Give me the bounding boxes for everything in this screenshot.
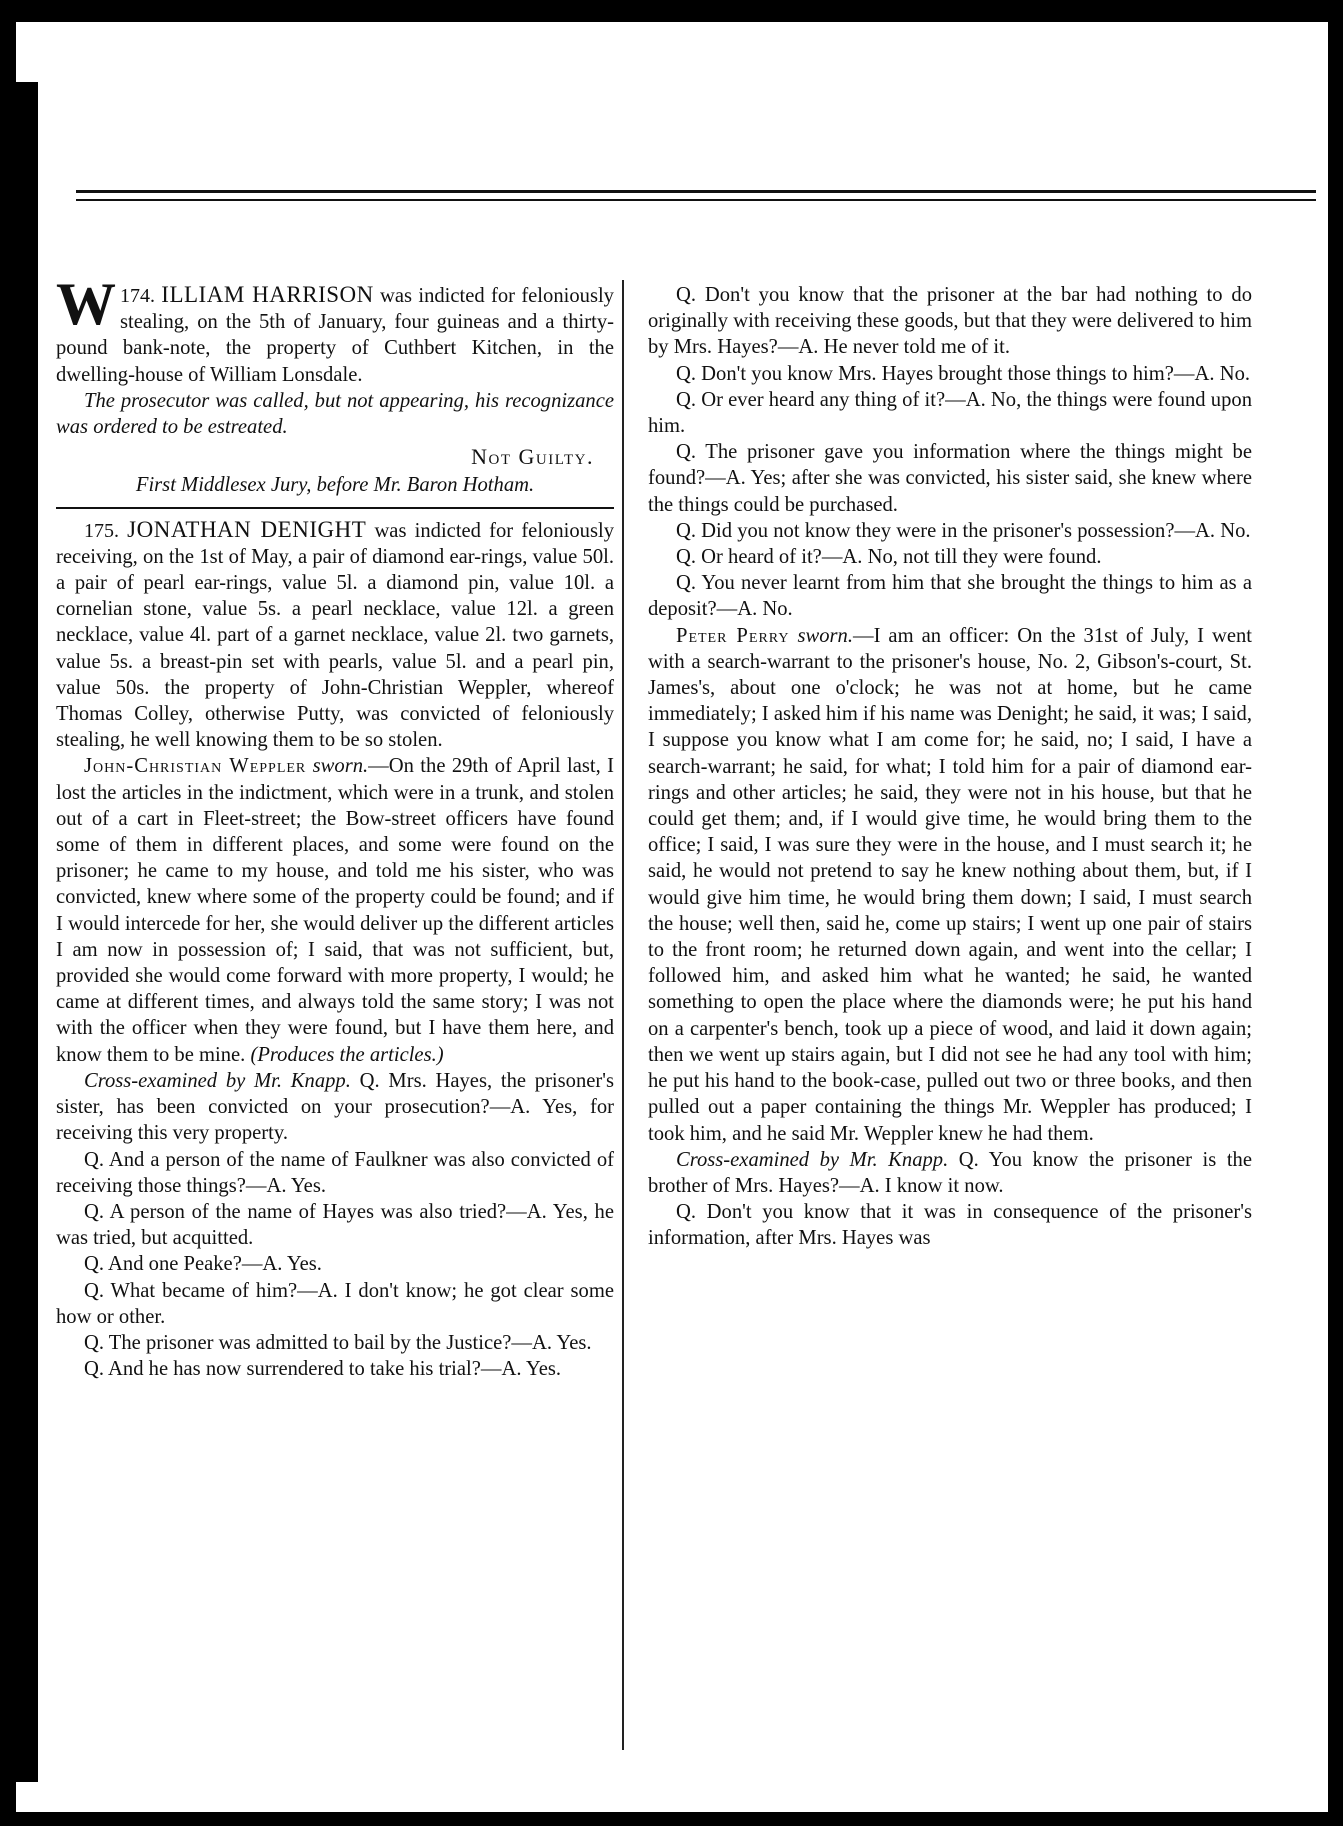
column-divider xyxy=(622,280,624,1750)
stage-note: (Produces the articles.) xyxy=(250,1043,444,1066)
qa-paragraph: Q. And a person of the name of Faulkner was also convicted of receiving those things?—A. Yes. xyxy=(56,1148,614,1197)
qa-paragraph: Q. You never learnt from him that she brought the things to him as a deposit?—A. No. xyxy=(648,572,1252,621)
sworn-label: sworn. xyxy=(312,755,369,778)
right-column xyxy=(648,282,1252,1252)
witness-name: Peter Perry xyxy=(676,624,790,647)
qa-paragraph: Q. And one Peake?—A. Yes. xyxy=(84,1253,322,1276)
case-174-heading xyxy=(56,271,614,388)
testimony: —On the 29th of April last, I lost the articles in the indictment, which were in a trunk, and stolen out of a cart in Fleet-street; the Bow-street officers have found some of them in different places, and some were found on the prisoner; he came to my house, and told me his sister, who was convicted, knew where some of the property could be found; and if I would intercede for her, she would deliver up the different articles I am now in possession of; I said, that was not sufficient, but, provided she would come forward with more property, I would; he came at different times, and always told the same story; I was not with the officer when they were found, but I have them here, and know them to be mine. xyxy=(56,755,614,1066)
cross-label: Cross-examined by Mr. Knapp. xyxy=(84,1069,351,1092)
qa-paragraph: Q. Don't you know that the prisoner at the bar had nothing to do originally with receiving these goods, but that they were delivered to him by Mrs. Hayes?—A. He never told me of it. xyxy=(648,284,1252,359)
drop-initial: W xyxy=(56,271,116,337)
witness-weppler xyxy=(56,753,614,1067)
qa-paragraph: Q. Did you not know they were in the prisoner's possession?—A. No. xyxy=(676,519,1251,542)
prosecutor-note: The prosecutor was called, but not appearing, his recognizance was ordered to be estreated. xyxy=(56,389,614,439)
case-175-heading xyxy=(56,517,614,754)
document-page xyxy=(16,22,1328,1812)
qa-paragraph: Q. Or heard of it?—A. No, not till they were found. xyxy=(676,546,1102,569)
witness-name: John-Christian Weppler xyxy=(84,755,307,778)
qa-paragraph: Q. And he has now surrendered to take his trial?—A. Yes. xyxy=(84,1358,562,1381)
scan-edge xyxy=(16,82,38,1782)
jury-line: First Middlesex Jury, before Mr. Baron Hotham. xyxy=(135,474,535,497)
qa-paragraph: Q. What became of him?—A. I don't know; he got clear some how or other. xyxy=(56,1279,614,1328)
qa-paragraph: Q. Or ever heard any thing of it?—A. No, the things were found upon him. xyxy=(648,388,1252,438)
defendant-name: JONATHAN DENIGHT xyxy=(127,516,367,542)
qa-paragraph: Q. Don't you know Mrs. Hayes brought those things to him?—A. No. xyxy=(676,362,1251,385)
cross-exam-2 xyxy=(648,1147,1252,1199)
qa-paragraph: Q. Don't you know that it was in consequence of the prisoner's information, after Mrs. Hayes was xyxy=(648,1201,1252,1250)
header-rule-thin xyxy=(76,199,1316,201)
defendant-name: ILLIAM HARRISON xyxy=(161,282,374,307)
qa-text: Q. You know the prisoner is the brother of Mrs. Hayes?—A. I know it now. xyxy=(648,1148,1252,1197)
case-separator xyxy=(56,507,614,509)
header-rule-thick xyxy=(76,190,1316,193)
cross-label: Cross-examined by Mr. Knapp. xyxy=(676,1148,949,1171)
witness-perry xyxy=(648,623,1252,1147)
verdict: Not Guilty. xyxy=(471,444,594,470)
sworn-label: sworn. xyxy=(797,624,853,647)
case-number: 174. xyxy=(120,285,155,307)
case-number: 175. xyxy=(84,519,119,542)
indictment-text: was indicted for feloniously stealing, on the 5th of January, four guineas and a thirty-pound bank-note, the property of Cuthbert Kitchen, in the dwelling-house of William Lonsdale. xyxy=(56,285,614,386)
qa-text: Q. Mrs. Hayes, the prisoner's sister, has been convicted on your prosecution?—A. Yes, for receiving this very property. xyxy=(56,1069,614,1145)
indictment-text: was indicted for feloniously receiving, on the 1st of May, a pair of diamond ear-rings, value 50l. a pair of pearl ear-rings, value 5l. a diamond pin, value 10l. a cornelian stone, value 5s. a pearl necklace, value 12l. a green necklace, value 4l. part of a garnet necklace, value 2l. two garnets, value 5s. a breast-pin set with pearls, value 5l. and a pearl pin, value 50s. the property of John-Christian Weppler, whereof Thomas Colley, otherwise Putty, was convicted of feloniously stealing, he well knowing them to be so stolen. xyxy=(56,519,614,752)
qa-paragraph: Q. A person of the name of Hayes was also tried?—A. Yes, he was tried, but acquitted. xyxy=(56,1200,614,1250)
cross-exam-1 xyxy=(56,1068,614,1147)
testimony: —I am an officer: On the 31st of July, I went with a search-warrant to the prisoner's house, No. 2, Gibson's-court, St. James's, about one o'clock; he was not at home, but he came immediately; I asked him if his name was Denight; he said, it was; I said, I suppose you know what I am come for; he said, no; I said, I have a search-warrant; he said, for what; I told him for a pair of diamond ear-rings and other articles; he said, they were not in his house, but that he could get them; and, if I would give time, he would bring them to the office; I said, I was sure they were in the house, and I must search it; he said, he would not pretend to say he knew nothing about them, but, if I would give him time, he would bring them down; I said, I must search the house; well then, said he, come up stairs; I went up one pair of stairs to the front room; he returned down again, and went into the cellar; I followed him, and asked him what he wanted; he said, he wanted something to open the place where the diamonds were; he put his hand on a carpenter's bench, took up a piece of wood, and laid it down again; then we went up stairs again, but I did not see he had any tool with him; he put his hand to the book-case, pulled out two or three books, and then pulled out a paper containing the things Mr. Weppler has produced; I took him, and he said Mr. Weppler knew he had them. xyxy=(648,624,1252,1145)
qa-paragraph: Q. The prisoner was admitted to bail by the Justice?—A. Yes. xyxy=(84,1331,592,1354)
left-column xyxy=(56,271,614,1382)
qa-paragraph: Q. The prisoner gave you information where the things might be found?—A. Yes; after she was convicted, his sister said, she knew where the things could be purchased. xyxy=(648,441,1252,516)
